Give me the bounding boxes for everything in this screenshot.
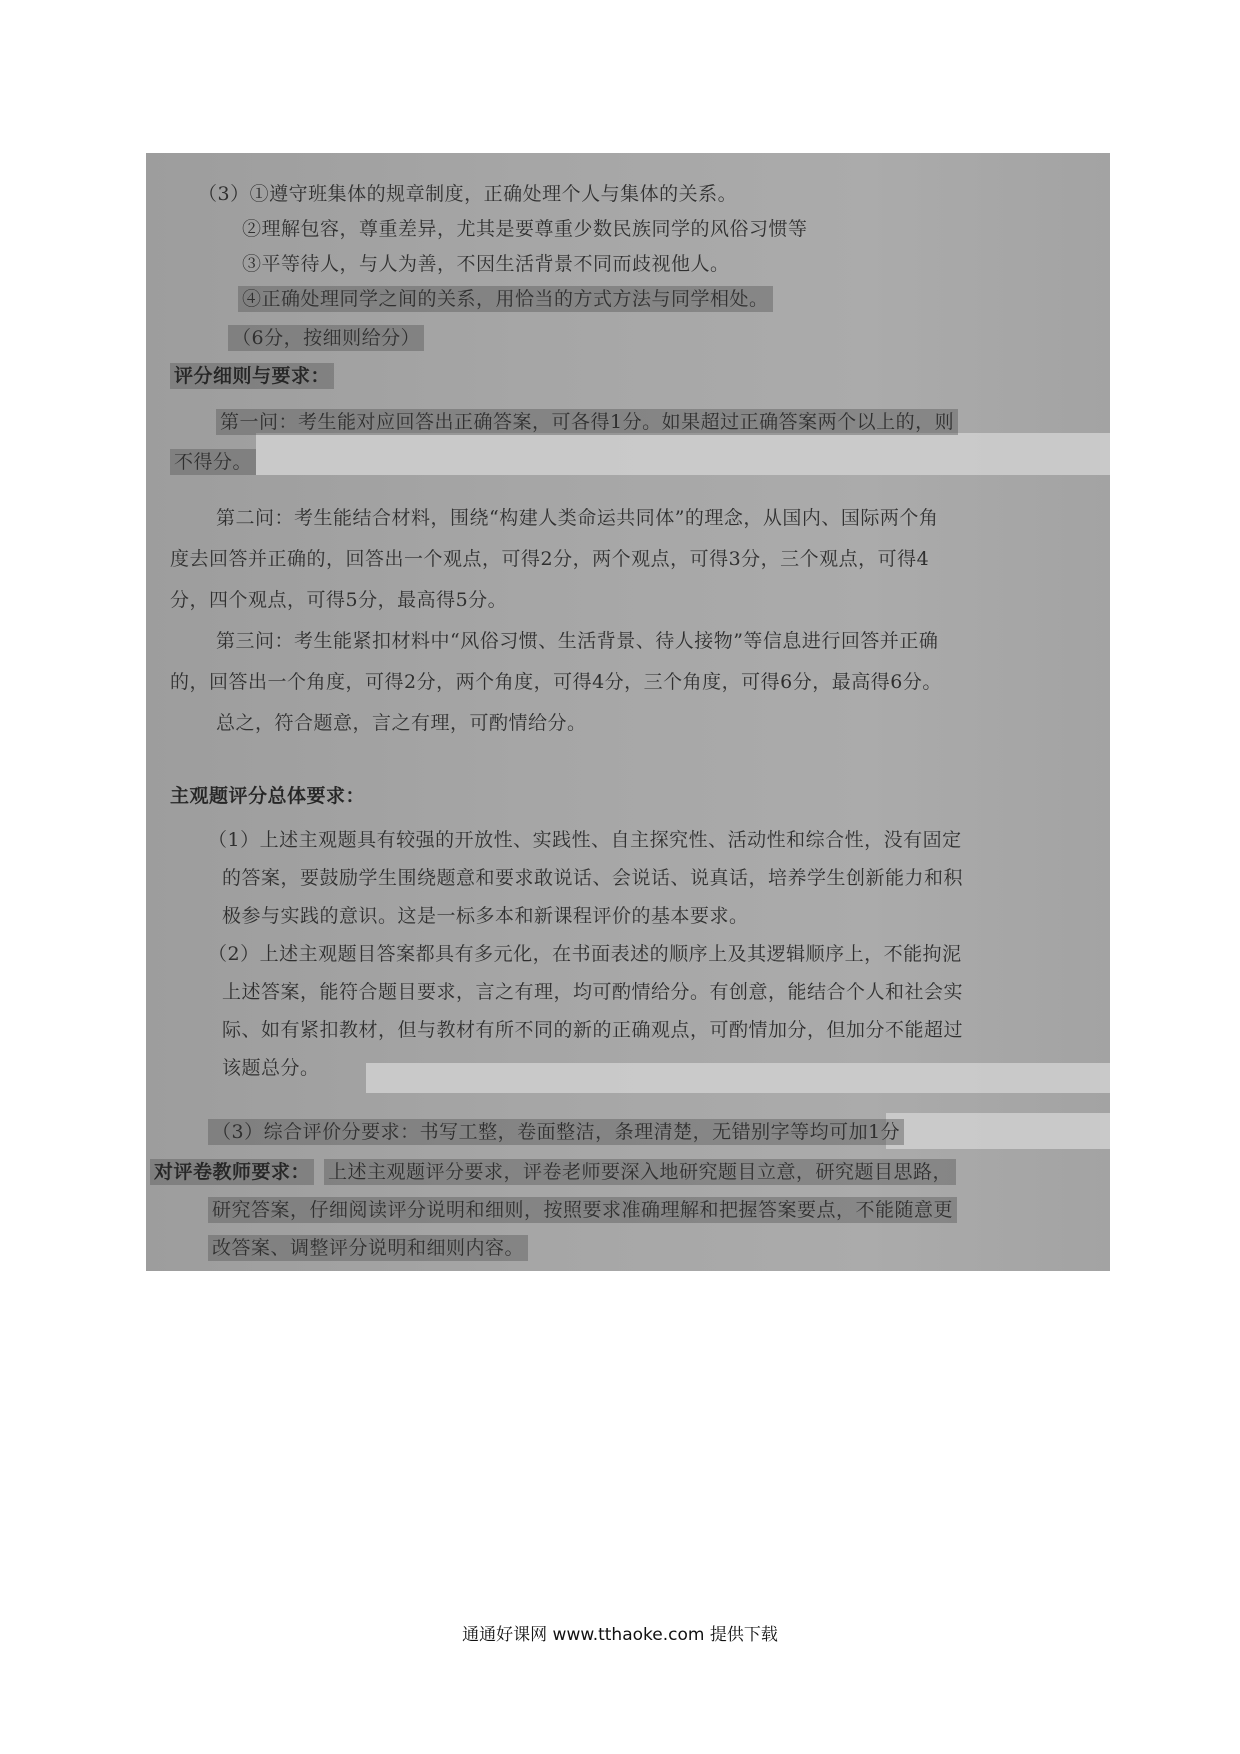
general-line: 该题总分。 — [222, 1057, 320, 1079]
rubric-line: 第三问：考生能紧扣材料中“风俗习惯、生活背景、待人接物”等信息进行回答并正确 — [216, 630, 939, 652]
rubric-line: 第二问：考生能结合材料，围绕“构建人类命运共同体”的理念，从国内、国际两个角 — [216, 507, 939, 529]
teacher-line: 改答案、调整评分说明和细则内容。 — [208, 1235, 528, 1261]
general-line: （3）综合评价分要求：书写工整，卷面整洁，条理清楚，无错别字等均可加1分 — [208, 1119, 904, 1145]
answer-line: ③平等待人，与人为善，不因生活背景不同而歧视他人。 — [242, 253, 730, 275]
answer-line: （3）①遵守班集体的规章制度，正确处理个人与集体的关系。 — [198, 183, 738, 205]
teacher-line: 上述主观题评分要求，评卷老师要深入地研究题目立意，研究题目思路， — [324, 1159, 956, 1185]
download-footer: 通通好课网 www.tthaoke.com 提供下载 — [462, 1625, 778, 1645]
general-line: 上述答案，能符合题目要求，言之有理，均可酌情给分。有创意，能结合个人和社会实 — [222, 981, 964, 1003]
general-heading: 主观题评分总体要求： — [170, 785, 366, 807]
scan-band — [366, 1063, 1110, 1093]
rubric-line: 第一问：考生能对应回答出正确答案，可各得1分。如果超过正确答案两个以上的，则 — [216, 409, 958, 435]
scan-band — [886, 1113, 1110, 1149]
rubric-line: 度去回答并正确的，回答出一个观点，可得2分，两个观点，可得3分，三个观点，可得4 — [170, 548, 930, 570]
score-note: （6分，按细则给分） — [228, 325, 424, 351]
scan-band — [256, 433, 1110, 475]
teacher-heading: 对评卷教师要求： — [150, 1159, 314, 1185]
answer-line: ②理解包容，尊重差异，尤其是要尊重少数民族同学的风俗习惯等 — [242, 218, 808, 240]
teacher-line: 研究答案，仔细阅读评分说明和细则，按照要求准确理解和把握答案要点，不能随意更 — [208, 1197, 957, 1223]
answer-line: ④正确处理同学之间的关系，用恰当的方式方法与同学相处。 — [238, 286, 773, 312]
general-line: 的答案，要鼓励学生围绕题意和要求敢说话、会说话、说真话，培养学生创新能力和积 — [222, 867, 964, 889]
rubric-line: 的，回答出一个角度，可得2分，两个角度，可得4分，三个角度，可得6分，最高得6分。 — [170, 671, 942, 693]
rubric-line: 总之，符合题意，言之有理，可酌情给分。 — [216, 712, 587, 734]
general-line: （1）上述主观题具有较强的开放性、实践性、自主探究性、活动性和综合性，没有固定 — [208, 829, 962, 851]
rubric-line: 分，四个观点，可得5分，最高得5分。 — [170, 589, 508, 611]
general-line: 际、如有紧扣教材，但与教材有所不同的新的正确观点，可酌情加分，但加分不能超过 — [222, 1019, 964, 1041]
general-line: 极参与实践的意识。这是一标多本和新课程评价的基本要求。 — [222, 905, 749, 927]
scanned-page — [146, 153, 1110, 1271]
general-line: （2）上述主观题目答案都具有多元化，在书面表述的顺序上及其逻辑顺序上，不能拘泥 — [208, 943, 962, 965]
rubric-line: 不得分。 — [170, 449, 256, 475]
rubric-heading: 评分细则与要求： — [170, 363, 334, 389]
